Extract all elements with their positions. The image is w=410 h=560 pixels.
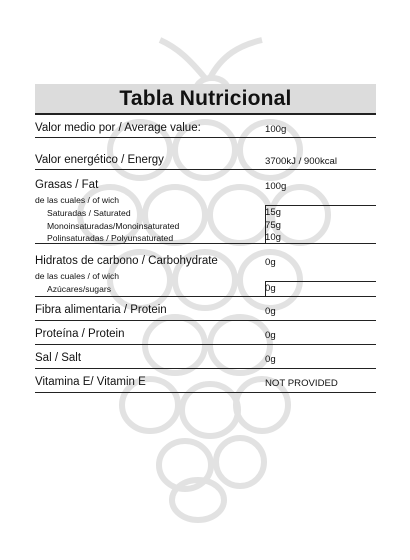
salt-value: 0g	[265, 354, 276, 365]
protein-value: 0g	[265, 330, 276, 341]
monounsaturated-value: 75g	[265, 220, 282, 231]
fat-of-which-label: de las cuales / of wich	[35, 195, 120, 205]
monounsaturated-label: Monoinsaturadas/Monoinsaturated	[47, 221, 180, 231]
table-title: Tabla Nutricional	[35, 84, 376, 115]
divider	[35, 368, 376, 369]
divider	[35, 320, 376, 321]
fibre-value: 0g	[265, 306, 276, 317]
average-value-value: 100g	[265, 124, 287, 135]
salt-label: Sal / Salt	[35, 352, 82, 364]
divider	[265, 205, 376, 206]
saturated-value: 15g	[265, 207, 282, 218]
carbs-of-which-label: de las cuales / of wich	[35, 271, 120, 281]
divider	[265, 281, 376, 282]
divider	[35, 137, 376, 138]
saturated-label: Saturadas / Saturated	[47, 208, 131, 218]
energy-value: 3700kJ / 900kcal	[265, 156, 337, 167]
fibre-label: Fibra alimentaria / Protein	[35, 304, 167, 316]
divider	[35, 243, 376, 244]
polyunsaturated-value: 10g	[265, 232, 282, 243]
divider	[35, 296, 376, 297]
fat-label: Grasas / Fat	[35, 179, 99, 191]
fat-value: 100g	[265, 181, 287, 192]
average-value-label: Valor medio por / Average value:	[35, 122, 201, 134]
carbohydrate-value: 0g	[265, 257, 276, 268]
vitamin-e-value: NOT PROVIDED	[265, 378, 338, 389]
divider	[35, 169, 376, 170]
divider	[35, 344, 376, 345]
divider	[35, 392, 376, 393]
sugars-label: Azúcares/sugars	[47, 284, 112, 294]
energy-label: Valor energético / Energy	[35, 154, 164, 166]
protein-label: Proteína / Protein	[35, 328, 125, 340]
vitamin-e-label: Vitamina E/ Vitamin E	[35, 376, 146, 388]
carbohydrate-label: Hidratos de carbono / Carbohydrate	[35, 255, 218, 267]
polyunsaturated-label: Polinsaturadas / Polyunsaturated	[47, 233, 174, 243]
sugars-value: 0g	[265, 283, 276, 294]
